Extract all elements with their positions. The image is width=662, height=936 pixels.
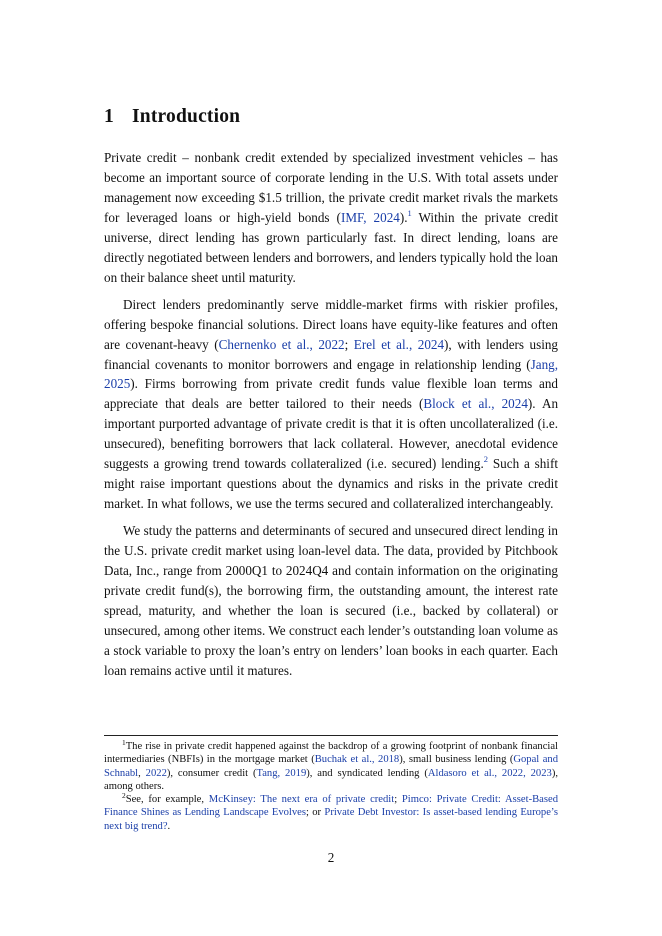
- text-run: ;: [394, 794, 402, 806]
- text-run: ), consumer credit (: [166, 767, 257, 779]
- footnote-mark: 1: [122, 738, 126, 747]
- footnote-2: [104, 793, 558, 833]
- section-number: 1: [104, 106, 114, 127]
- footnote-marker[interactable]: 1: [407, 207, 412, 218]
- text-run: See, for example,: [125, 794, 209, 806]
- text-run: ), with lenders using financial covenants to monitor borrowers and engage in relationship lending (: [104, 336, 558, 372]
- text-run: Private credit – nonbank credit extended by specialized investment vehicles – has become an important source of corporate lending in the U.S. With total assets under management now exceeding $1.5 trillion, the private credit market rivals the markets for leveraged loans or high-yield bonds (: [104, 150, 558, 225]
- footnotes: [104, 740, 558, 833]
- text-run: ,: [138, 767, 146, 779]
- external-link[interactable]: Pimco: Private Credit: Asset-Based Finance Shines as Lending Landscape Evolves: [104, 794, 558, 819]
- citation-link[interactable]: Buchak et al., 2018: [314, 754, 400, 766]
- citation-link[interactable]: Tang, 2019: [256, 767, 307, 779]
- citation-link[interactable]: Chernenko et al., 2022: [218, 336, 345, 352]
- section-title: Introduction: [132, 106, 241, 127]
- citation-link[interactable]: Erel et al., 2024: [353, 336, 445, 352]
- text-run: .: [167, 820, 171, 832]
- citation-link[interactable]: Aldasoro et al., 2022, 2023: [427, 767, 552, 779]
- text-run: ). An important purported advantage of private credit is that it is often uncollateralized (i.e. unsecured), benefiting borrowers that lack collateral. However, anecdotal evidence suggests a growing trend towards collateralized (i.e. secured) lending.: [104, 396, 559, 472]
- paragraph-2: [104, 295, 558, 514]
- footnote-marker[interactable]: 2: [483, 454, 489, 465]
- text-run: ; or: [305, 807, 325, 819]
- text-run: Direct lenders predominantly serve middle-market firms with riskier profiles, offering bespoke financial solutions. Direct loans have equity-like features and often are covenant-heavy (: [104, 296, 558, 352]
- text-run: ), small business lending (: [399, 754, 514, 766]
- citation-link[interactable]: IMF, 2024: [340, 209, 400, 225]
- footnote-rule: [104, 735, 558, 736]
- text-run: Such a shift might raise important questions about the dynamics and risks in the private credit market. In what follows, we use the terms secured and collateralized interchangeably.: [104, 456, 558, 512]
- citation-link[interactable]: Jang, 2025: [104, 356, 558, 392]
- text-run: ;: [344, 336, 354, 352]
- footnote-1: [104, 740, 558, 793]
- citation-link[interactable]: Gopal and Schnabl: [104, 754, 558, 779]
- text-run: ). Firms borrowing from private credit funds value flexible loan terms and appreciate that deals are better tailored to their needs (: [104, 376, 558, 412]
- paragraph-1: [104, 148, 558, 288]
- text-run: ), among others.: [104, 767, 558, 792]
- page-number: 2: [327, 850, 335, 865]
- paragraph-3: We study the patterns and determinants of secured and unsecured direct lending in the U.S. private credit market using loan-level data. The data, provided by Pitchbook Data, Inc., range from 2000Q1 to 2024Q4 and contain information on the originating private credit fund(s), the borrowing firm, the outstanding amount, the interest rate spread, maturity, and whether the loan is secured (i.e., backed by collateral) or unsecured, among other items. We construct each lender’s outstanding loan volume as a stock variable to proxy the loan’s entry on lenders’ loan books in each quarter. Each loan remains active until it matures.: [104, 523, 558, 678]
- body-text: [104, 148, 558, 688]
- citation-link[interactable]: 2022: [145, 767, 167, 779]
- external-link[interactable]: Private Debt Investor: Is asset-based lending Europe’s next big trend?: [104, 807, 558, 832]
- text-run: The rise in private credit happened against the backdrop of a growing footprint of nonbank financial intermediaries (NBFIs) in the mortgage market (: [104, 741, 558, 766]
- text-run: ).: [399, 209, 408, 225]
- text-run: Within the private credit universe, direct lending has grown particularly fast. In direct lending, loans are directly negotiated between lenders and borrowers, and lenders typically hold the loan on their balance sheet until maturity.: [104, 209, 558, 285]
- text-run: ), and syndicated lending (: [306, 767, 428, 779]
- footnote-mark: 2: [122, 791, 126, 801]
- external-link[interactable]: McKinsey: The next era of private credit: [208, 794, 395, 806]
- citation-link[interactable]: Block et al., 2024: [423, 396, 528, 412]
- section-heading: [104, 106, 240, 128]
